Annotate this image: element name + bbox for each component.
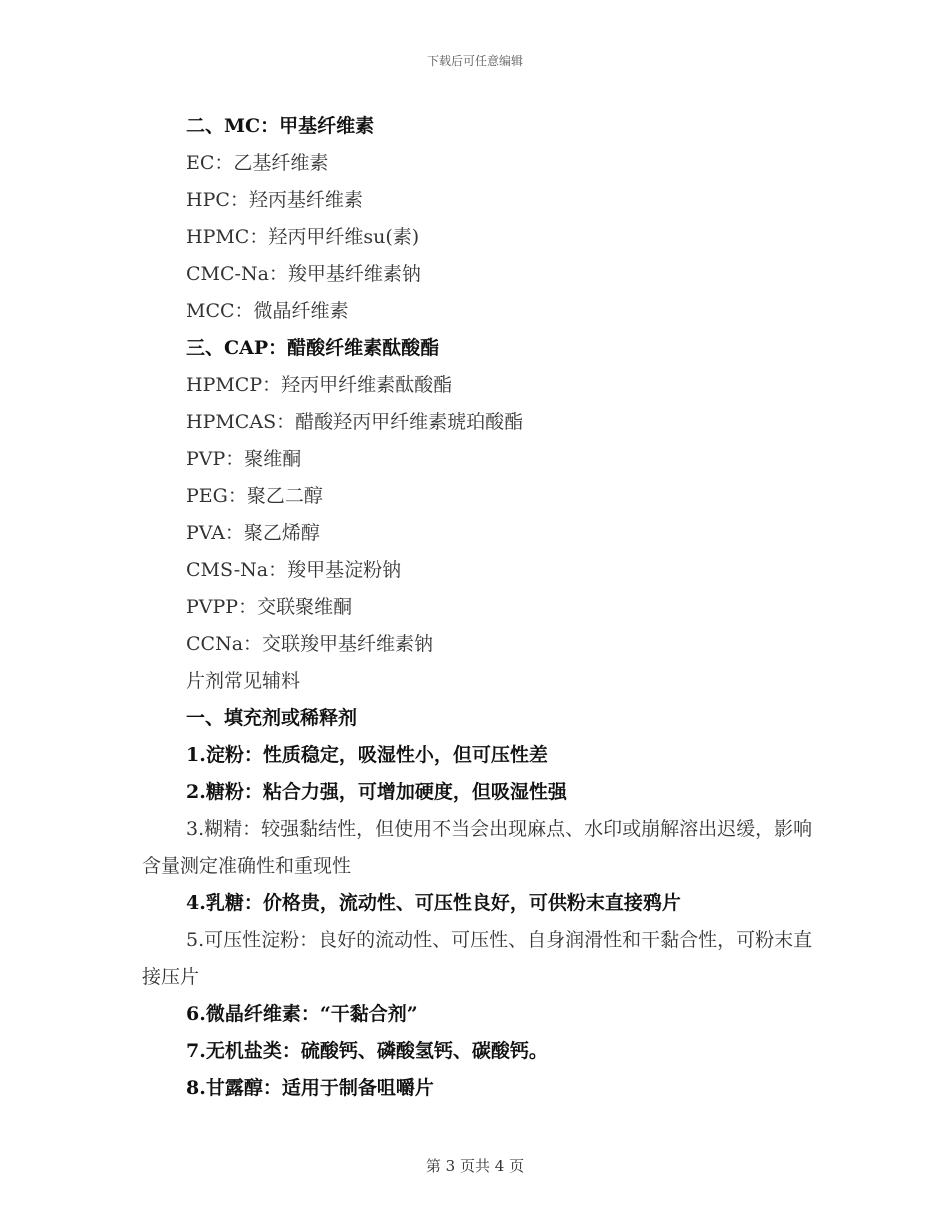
list-item: CMS-Na：羧甲基淀粉钠 <box>186 559 402 581</box>
list-item-mannitol: 8.甘露醇：适用于制备咀嚼片 <box>186 1077 434 1099</box>
list-item-sugar-powder: 2.糖粉：粘合力强，可增加硬度，但吸湿性强 <box>186 781 567 803</box>
paragraph-dextrin: 3.糊精：较强黏结性，但使用不当会出现麻点、水印或崩解溶出迟缓，影响含量测定准确性和重现性 <box>142 818 813 877</box>
list-item: HPMC：羟丙甲纤维su(素) <box>186 226 420 248</box>
page-footer: 第 3 页共 4 页 <box>425 1157 525 1175</box>
list-item-mcc: 6.微晶纤维素：“干黏合剂” <box>186 1003 418 1025</box>
document-body <box>142 108 822 1107</box>
section-title-tablet-excipients: 片剂常见辅料 <box>186 670 301 692</box>
section-heading-fillers: 一、填充剂或稀释剂 <box>186 707 358 729</box>
section-heading-mc: 二、MC：甲基纤维素 <box>186 115 375 137</box>
list-item: CCNa：交联羧甲基纤维素钠 <box>186 633 434 655</box>
list-item: PVP：聚维酮 <box>186 448 302 470</box>
section-heading-cap: 三、CAP：醋酸纤维素酞酸酯 <box>186 337 440 359</box>
page-header: 下载后可任意编辑 <box>426 54 523 68</box>
list-item: MCC：微晶纤维素 <box>186 300 349 322</box>
paragraph-compressible-starch: 5.可压性淀粉：良好的流动性、可压性、自身润滑性和干黏合性，可粉末直接压片 <box>142 929 813 988</box>
list-item: PVPP：交联聚维酮 <box>186 596 353 618</box>
list-item: PVA：聚乙烯醇 <box>186 522 320 544</box>
list-item: CMC-Na：羧甲基纤维素钠 <box>186 263 421 285</box>
list-item-lactose: 4.乳糖：价格贵，流动性、可压性良好，可供粉末直接鸦片 <box>186 892 681 914</box>
list-item-starch: 1.淀粉：性质稳定，吸湿性小，但可压性差 <box>186 744 548 766</box>
list-item: EC：乙基纤维素 <box>186 152 329 174</box>
list-item: PEG：聚乙二醇 <box>186 485 323 507</box>
list-item: HPMCP：羟丙甲纤维素酞酸酯 <box>186 374 453 396</box>
list-item: HPMCAS：醋酸羟丙甲纤维素琥珀酸酯 <box>186 411 524 433</box>
list-item: HPC：羟丙基纤维素 <box>186 189 363 211</box>
list-item-inorganic-salts: 7.无机盐类：硫酸钙、磷酸氢钙、碳酸钙。 <box>186 1040 548 1062</box>
